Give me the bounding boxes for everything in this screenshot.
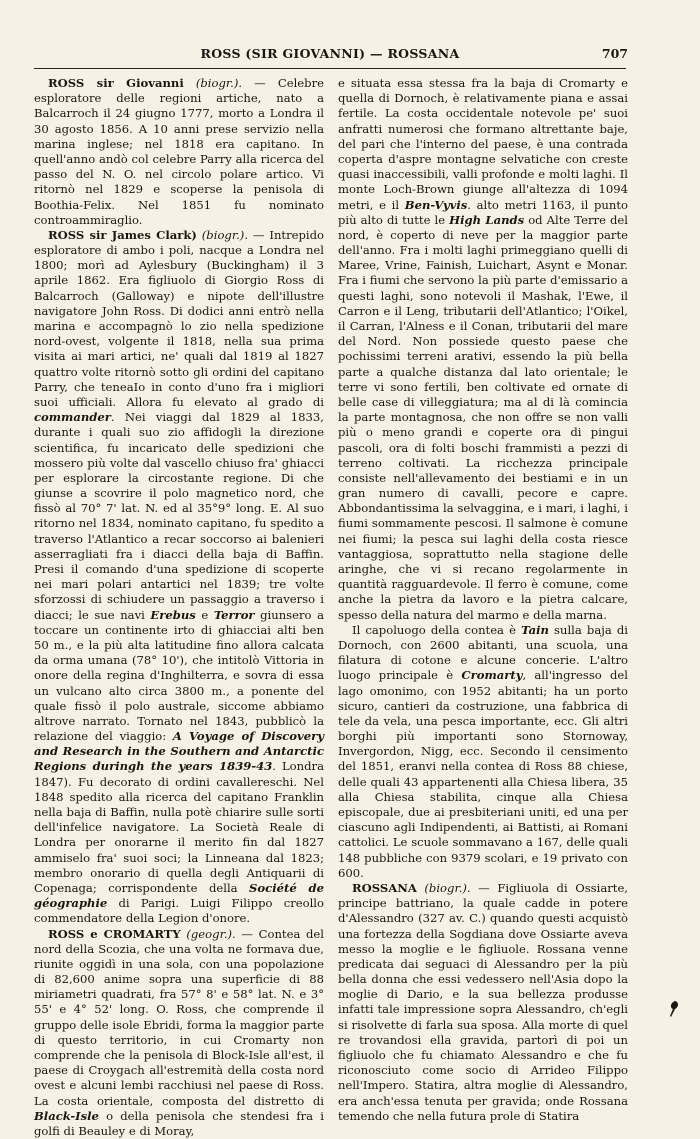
entry-text: sulla baja di Dornoch, con 2600 abitanti, una scuola, una filatura di cotone e alcune concerie. L'altro luogo principale è — [338, 623, 628, 683]
entry-text: e situata essa stessa fra la baja di Cromarty e quella di Dornoch, è relativamente piana e assai fertile. La costa occidentale notevole pe' suoi anfratti numerosi che formano altrettante baje, del pari che l'interno del paese, è una contrada coperta d'aspre montagne selvatiche con creste quasi inaccessibili, valli profonde e molti laghi. Il monte Loch-Brown giunge all'altezza di 1094 metri, e il — [338, 76, 628, 212]
headword: ROSS sir James Clark) — [48, 228, 197, 242]
ship-name: Erebus — [150, 608, 195, 622]
entry-tag: (geogr.). — [181, 927, 236, 941]
header-rule — [34, 68, 626, 69]
rank-term: commander — [34, 410, 111, 424]
entry-paragraph-capital — [338, 623, 628, 881]
entry-ross-james-clark — [34, 228, 324, 927]
book-title: A Voyage of Discovery and Research in the Southern and Antarctic Regions duringh the years 1839-43 — [34, 729, 324, 773]
page-number: 707 — [602, 46, 628, 61]
entry-text: di Parigi. Luigi Filippo creollo commendatore della Legion d'onore. — [34, 896, 324, 925]
entry-text: — Figliuola di Ossiarte, principe battriano, la quale cadde in potere d'Alessandro (327 av. C.) quando questi acquistò una fortezza della Sogdiana dove Ossiarte aveva messo la moglie e le figliuole. Rossana venne predicata dai seguaci di Alessandro per la più bella donna che essi vedessero nell'Asia dopo la moglie di Dario, e la sua bellezza produsse infatti tale impressione sopra Alessandro, ch'egli si risolvette di farla sua sposa. Alla morte di quel re trovandosi ella gravida, partorì di poi un figliuolo che fu chiamato Alessandro e che fu riconosciuto come socio di Arrideo Filippo nell'Impero. Statira, altra moglie di Alessandro, era anch'essa tenuta per gravida; onde Rossana temendo che nella futura prole di Statira — [338, 881, 628, 1123]
entry-tag: (biogr.). — [184, 76, 242, 90]
ship-name: Terror — [214, 608, 255, 622]
town-name: Tain — [521, 623, 549, 637]
mount-name: Ben-Vyvis — [405, 198, 468, 212]
entry-ross-cromarty — [34, 927, 324, 1139]
headword: ROSS e CROMARTY — [48, 927, 181, 941]
entry-text: — Celebre esploratore delle regioni artiche, nato a Balcarroch il 24 giugno 1777, morto a Londra il 30 agosto 1856. A 10 anni prese servizio nella marina inglese; nel 1818 era capitano. In quell'anno andò col celebre Parry alla ricerca del passo del N. O. nel circolo polare artico. Vi ritornò nel 1829 e scoperse la penisola di Boothia-Felix. Nel 1851 fu nominato controammiraglio. — [34, 76, 324, 227]
entry-text: , all'ingresso del lago omonimo, con 1952 abitanti; ha un porto sicuro, cantieri da costruzione, una fabbrica di tele da vela, una pesca importante, ecc. Gli altri borghi più importanti sono Stornoway, Invergordon, Nigg, ecc. Secondo il censimento del 1851, eranvi nella contea di Ross 88 chiese, delle quali 43 appartenenti alla Chiesa libera, 35 alla Chiesa stabilita, cinque alla Chiesa episcopale, due ai presbiteriani uniti, ed una per ciascuno agli Indipendenti, ai Battisti, ai Romani cattolici. Le scuole sommavano a 167, delle quali 148 pubbliche con 9379 scolari, e 19 privato con 600. — [338, 668, 628, 879]
entry-tag: (biogr.). — [417, 881, 471, 895]
entry-tag: (biogr.). — [197, 228, 248, 242]
headword: ROSSANA — [352, 881, 417, 895]
region-name: High Lands — [449, 213, 524, 227]
headword: ROSS sir Giovanni — [48, 76, 184, 90]
town-name: Cromarty — [461, 668, 522, 682]
entry-text: . alto metri 1163, il punto più alto di tutte le — [338, 198, 628, 227]
entry-text: o della penisola che stendesi fra i golfi di Beauley e di Moray, — [34, 1109, 324, 1138]
running-title: ROSS (SIR GIOVANNI) — ROSSANA — [34, 46, 626, 61]
entry-rossana — [338, 881, 628, 1124]
entry-text: . Londra 1847). Fu decorato di ordini cavallereschi. Nel 1848 spedito alla ricerca del capitano Franklin nella baja di Baffin, nulla potè chiarire sulle sorti dell'infelice navigatore. La Società Reale di Londra per onorarne il merito fin dal 1827 ammiselo fra' suoi soci; la Linneana dal 1823; membro onorario di quella degli Antiquarii di Copenaga; corrispondente della — [34, 759, 324, 895]
entry-text: od Alte Terre del nord, è coperto di neve per la maggior parte dell'anno. Fra i molti laghi primeggiano quelli di Maree, Vrine, Fainish, Luichart, Asynt e Monar. Fra i fiumi che servono la più parte d'emissario a questi laghi, sono notevoli il Mashak, l'Ewe, il Carron e il Leng, tributarii dell'Atlantico; l'Oikel, il Carran, l'Alness e il Conan, tributarii del mare del Nord. Non possiede questo paese che pochissimi terreni arativi, essendo la più bella parte a qualche distanza dal lato orientale; le terre vi sono fertili, ben coltivate ed ornate di belle case di villeggiatura; ma al di là comincia la parte montagnosa, che non offre se non valli più o meno grandi e coperte ora di pingui pascoli, ora di folti boschi frammisti a pezzi di terreno coltivati. La ricchezza principale consiste nell'allevamento dei bestiami e in un gran numero di cavalli, pecore e capre. Abbondantissima la selvaggina, e i mari, i laghi, i fiumi sommamente pescosi. Il salmone è comune nei fiumi; la pesca sui laghi della costa riesce vantaggiosa, soprattutto nella stagione delle aringhe, che vi si recano regolarmente in quantità ragguardevole. Il ferro è comune, come anche la pietra da lavoro e la pietra calcare, spesso della natura del marmo e della marna. — [338, 213, 628, 622]
text-columns — [34, 76, 628, 1006]
entry-continuation — [338, 76, 628, 623]
entry-text: giunsero a toccare un continente irto di ghiacciai alti ben 50 m., e la più alta latitudine fino allora calcata da orma umana (78° 10'), che intitolò Vittoria in onore della regina d'Inghilterra, e sovra di essa un vulcano alto circa 3800 m., a ponente del quale fissò il polo australe, siccome abbiamo altrove narrato. Tornato nel 1843, pubblicò la relazione del viaggio: — [34, 608, 324, 744]
society-name: Société de géographie — [34, 881, 324, 910]
entry-text: Il capoluogo della contea è — [352, 623, 521, 637]
entry-text: — Contea del nord della Scozia, che una volta ne formava due, riunite oggidì in una sola, con una popolazione di 82,600 anime sopra una superficie di 88 miriametri quadrati, fra 57° 8' e 58° lat. N. e 3° 55' e 4° 52' long. O. Ross, che comprende il gruppo delle isole Ebridi, forma la maggior parte di questo territorio, in cui Cromarty non comprende che la penisola di Block-Isle all'est, il paese di Croygach all'estremità della costa nord ovest e alcuni lembi racchiusi nel paese di Ross. La costa orientale, composta del distretto di — [34, 927, 324, 1108]
entry-text: . Nei viaggi dal 1829 al 1833, durante i quali suo zio affidogli la direzione scientifica, fu incaricato delle spedizioni che mossero più volte dal vascello chiuso fra' ghiacci per esplorare la circostante regione. Di che giunse a scovrire il polo magnetico nord, che fissò al 70° 7' lat. N. ed al 35°9° long. E. Al suo ritorno nel 1834, nominato capitano, fu spedito a traverso l'Atlantico a recar soccorso ai balenieri asserragliati fra i diacci della baja di Baffin. Presi il comando d'una spedizione di scoperte nei mari polari antartici nel 1839; tre volte sforzossi di schiudere un passaggio a traverso i diacci; le sue navi — [34, 410, 324, 621]
left-column — [34, 76, 324, 1139]
entry-text: e — [196, 608, 214, 622]
ink-mark-icon — [667, 1000, 681, 1018]
entry-ross-giovanni — [34, 76, 324, 228]
right-column — [338, 76, 628, 1139]
entry-text: — Intrepido esploratore di ambo i poli, nacque a Londra nel 1800; morì ad Aylesbury (Buckingham) il 3 aprile 1862. Era figliuolo di Giorgio Ross di Balcarroch (Galloway) e nipote dell'illustre navigatore John Ross. Di dodici anni entrò nella marina e accompagnò lo zio nella spedizione nord-ovest, volgente il 1818, nella sua prima visita ai mari artici, ne' quali dal 1819 al 1827 quattro volte ritornò sotto gli ordini del capitano Parry, che teneaIo in conto d'uno fra i migliori suoi ufficiali. Allora fu elevato al grado di — [34, 228, 324, 409]
page-header — [34, 46, 626, 66]
place-name: Black-Isle — [34, 1109, 99, 1123]
